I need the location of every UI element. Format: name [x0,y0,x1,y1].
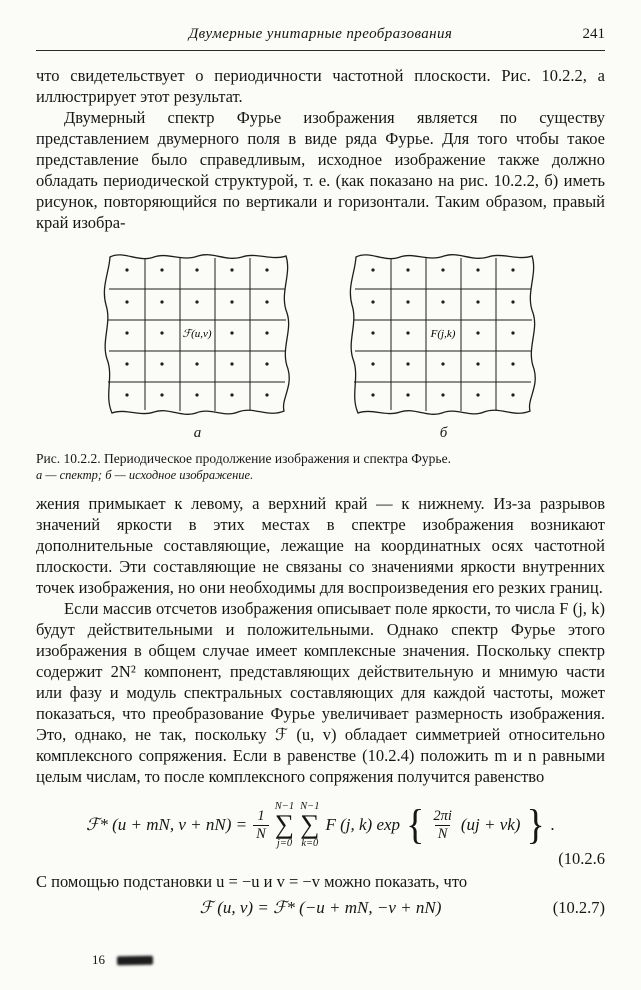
fraction-denominator: N [253,825,269,843]
equation-body: ℱ (u, v) = ℱ* (−u + mN, −v + nN) [199,898,442,917]
figure-label-a: а [193,425,202,441]
equation-tail: (uj + vk) [460,815,521,834]
sigma-symbol: ∑ [300,809,320,840]
equation-lhs: ℱ* (u + mN, v + nN) = [86,815,248,834]
signature-mark: 16 [92,952,105,967]
caption-legend: а — спектр; б — исходное изображение. [36,468,254,482]
printer-smudge [117,955,153,965]
figure-right [346,247,542,442]
fraction-denominator: N [435,825,451,843]
page-header [36,26,605,46]
page-body-final [36,871,605,892]
equation-mid: F (j, k) exp [325,815,401,834]
close-brace: } [526,801,545,849]
page-body-lower [36,493,605,787]
figure-label-b: б [439,425,448,441]
sigma-symbol: ∑ [274,809,295,840]
figure-left [100,247,296,442]
paragraph: С помощью подстановки u = −u и v = −v можно показать, что [36,872,468,891]
equation-number-10-2-7: (10.2.7) [552,898,605,917]
running-head: Двумерные унитарные преобразования [188,26,453,42]
sum-upper-limit: N−1 [274,800,295,812]
sum-lower-limit: k=0 [301,837,319,849]
equation-number-10-2-6: (10.2.6 [558,849,605,868]
paragraph: что свидетельствует о периодичности частотной плоскости. Рис. 10.2.2, а иллюстрирует этот результат. [36,66,605,106]
open-brace: { [406,801,425,849]
fraction-one-over-N [253,808,269,842]
header-rule [36,50,605,51]
equation-10-2-7 [36,896,605,920]
image-grid-figure [346,247,542,423]
page-body [36,65,605,233]
fraction-numerator: 1 [257,807,265,824]
page-number: 241 [582,26,605,42]
figure-10-2-2 [36,247,605,442]
summation-j [275,801,294,850]
summation-k [300,801,319,850]
paragraph: Если массив отсчетов изображения описывает поле яркости, то числа F (j, k) будут действительными и положительными. Однако спектр Фурье этого изображения в общем случае имеет комплексные значения. Поскольку спектр содержит 2N² компонент, представляющих действительную и мнимую части или фазу и модуль спектральных составляющих для каждой частоты, может показаться, что преобразование Фурье увеличивает размерность изображения. Это, однако, не так, поскольку ℱ (u, v) обладает симметрией относительно комплексного сопряжения. Если в равенстве (10.2.4) положить m и n равными целым числам, то после комплексного сопряжения получится равенство [36,599,605,786]
sum-lower-limit: j=0 [276,837,293,849]
equation-10-2-6 [36,797,605,853]
fraction-numerator: 2πi [433,807,452,824]
figure-caption [36,450,605,483]
spectrum-grid-figure [100,247,296,423]
fraction-2pi-i-over-N [430,808,455,842]
page-footer [92,952,153,968]
paragraph: жения примыкает к левому, а верхний край — к нижнему. Из-за разрывов значений яркости в этих местах в спектре изображения возникают дополнительные составляющие, лежащие на координатных осях частотной плоскости. Эти составляющие не связаны со значениями яркости внутренних точек изображения, но они необходимы для воспроизведения его резких границ. [36,494,605,597]
sum-upper-limit: N−1 [300,800,320,812]
figure-cell-label: F(j,k) [430,328,455,340]
equation-period: . [550,815,555,834]
figure-cell-label: ℱ(u,v) [181,328,212,340]
caption-title: Рис. 10.2.2. Периодическое продолжение изображения и спектра Фурье. [36,451,451,466]
paragraph: Двумерный спектр Фурье изображения является по существу представлением двумерного поля в виде ряда Фурье. Для того чтобы такое представление было справедливым, исходное изображение также должно обладать периодической структурой, т. е. (как показано на рис. 10.2.2, б) иметь рисунок, повторяющийся по вертикали и горизонтали. Таким образом, правый край изобра- [36,108,605,232]
